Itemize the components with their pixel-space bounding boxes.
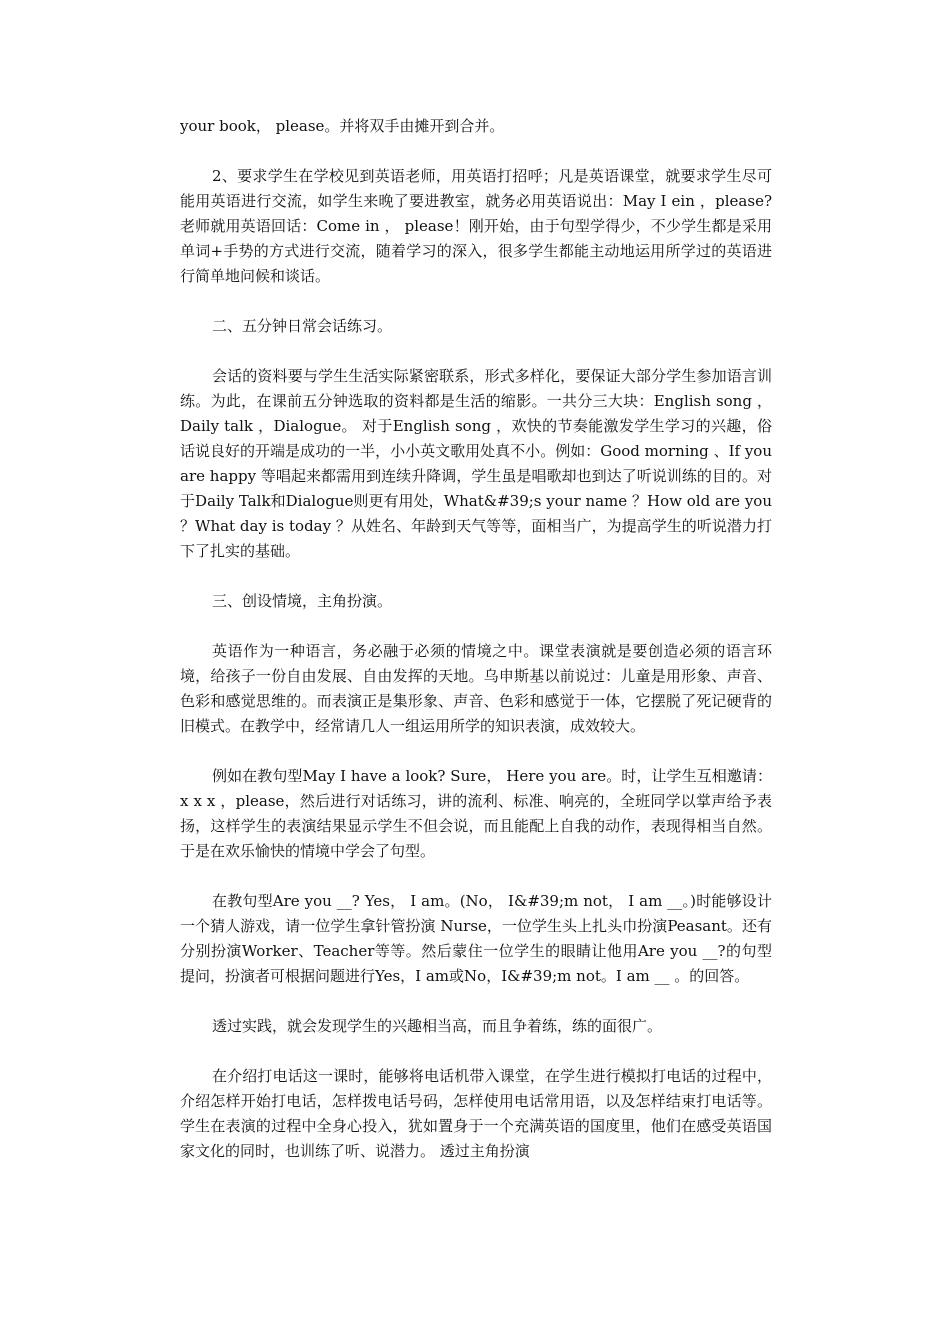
paragraph-practice-result: 透过实践，就会发现学生的兴趣相当高，而且争着练，练的面很广。 bbox=[212, 1017, 663, 1035]
paragraph-sentence-example: 例如在教句型May I have a look? Sure， Here you are。时，让学生互相邀请：x x x ，please，然后进行对话练习，讲的流利、标准、响亮的，全班同学以掌声给予表扬，这样学生的表演结果显示学生不但会说，而且能配上自我的动作，表现得相当自然。于是在欢乐愉快的情境中学会了句型。 bbox=[180, 767, 772, 860]
section-heading-role-play: 三、创设情境，主角扮演。 bbox=[212, 592, 393, 610]
paragraph-language-context: 英语作为一种语言，务必融于必须的情境之中。课堂表演就是要创造必须的语言环境，给孩子一份自由发展、自由发挥的天地。乌申斯基以前说过：儿童是用形象、声音、色彩和感觉思维的。而表演正是集形象、声音、色彩和感觉于一体，它摆脱了死记硬背的旧模式。在教学中，经常请几人一组运用所学的知识表演，成效较大。 bbox=[180, 642, 772, 735]
paragraph-continuation: your book， please。并将双手由摊开到合并。 bbox=[180, 117, 505, 135]
paragraph-phone-lesson: 在介绍打电话这一课时，能够将电话机带入课堂，在学生进行模拟打电话的过程中，介绍怎样开始打电话，怎样拨电话号码，怎样使用电话常用语，以及怎样结束打电话等。学生在表演的过程中全身心投入，犹如置身于一个充满英语的国度里，他们在感受英语国家文化的同时，也训练了听、说潜力。 透过主角扮演 bbox=[180, 1067, 772, 1160]
document-body bbox=[180, 114, 772, 1189]
section-heading-daily-conversation: 二、五分钟日常会话练习。 bbox=[212, 317, 393, 335]
paragraph-conversation-materials: 会话的资料要与学生生活实际紧密联系，形式多样化，要保证大部分学生参加语言训练。为此，在课前五分钟选取的资料都是生活的缩影。一共分三大块：English song ，Daily talk ，Dialogue。 对于English song ，欢快的节奏能激发学生学习的兴趣，俗话说良好的开端是成功的一半，小小英文歌用处真不小。例如：Good morning 、If you are happy 等唱起来都需用到连续升降调，学生虽是唱歌却也到达了听说训练的目的。对于Daily Talk和Dialogue则更有用处，What&#39;s your name ？How old are you ？What day is today ？从姓名、年龄到天气等等，面相当广，为提高学生的听说潜力打下了扎实的基础。 bbox=[180, 367, 772, 560]
paragraph-greeting-requirement: 2、要求学生在学校见到英语老师，用英语打招呼；凡是英语课堂，就要求学生尽可能用英语进行交流，如学生来晚了要进教室，就务必用英语说出：May I ein ，please?老师就用英语回话：Come in ， please！刚开始，由于句型学得少，不少学生都是采用单词+手势的方式进行交流，随着学习的深入，很多学生都能主动地运用所学过的英语进行简单地问候和谈话。 bbox=[180, 167, 772, 285]
paragraph-guessing-game: 在教句型Are you __? Yes， I am。(No， I&#39;m not， I am __。)时能够设计一个猜人游戏，请一位学生拿针管扮演 Nurse，一位学生头上扎头巾扮演Peasant。还有分别扮演Worker、Teacher等等。然后蒙住一位学生的眼睛让他用Are you __?的句型提问，扮演者可根据问题进行Yes，I am或No，I&#39;m not。I am __ 。的回答。 bbox=[180, 892, 772, 985]
